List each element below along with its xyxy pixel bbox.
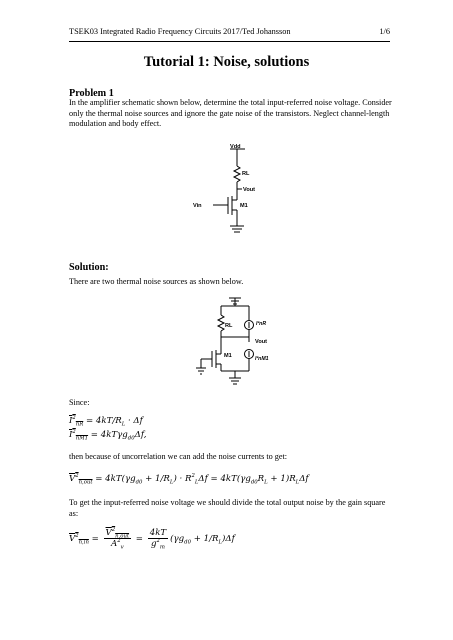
rl-label: RL	[225, 323, 233, 329]
vdd-label: Vdd	[230, 144, 241, 150]
solution-intro: There are two thermal noise sources as shown below.	[69, 277, 244, 286]
rl-label: RL	[242, 171, 250, 177]
m1-label: M1	[240, 203, 248, 209]
noise-sources-schematic	[183, 292, 293, 388]
page-number: 1/6	[379, 27, 390, 36]
equation-resistor-noise: $I^2_{nR} = 4kT/R_L \cdot \Delta f$	[69, 415, 143, 428]
since-text: Since:	[69, 398, 90, 407]
noise-source-rl-label: I²nR	[256, 321, 267, 327]
amplifier-schematic	[180, 140, 280, 250]
header-course-title: TSEK03 Integrated Radio Frequency Circuits 2017/Ted Johansson	[69, 27, 291, 36]
equation-output-noise: $V^2_{n,out} = 4kT(\gamma g_{d0} + 1/R_L) \cdot R^2_L\Delta f = 4kT(\gamma g_{d0}R_L + 1)R_L\Delta f$	[69, 473, 309, 486]
uncorrelation-text: then because of uncorrelation we can add the noise currents to get:	[69, 452, 288, 461]
page-header	[69, 27, 390, 42]
noise-source-m1-label: I²nM1	[255, 356, 269, 362]
vout-label: Vout	[243, 187, 256, 193]
equation-transistor-noise: $I^2_{nM1} = 4kT\gamma g_{d0}\Delta f$,	[69, 429, 147, 442]
referral-text: To get the input-referred noise voltage we should divide the total output noise by the gain square as:	[69, 498, 386, 518]
equation-input-referred: $V^2_{n,in}$ = $\frac{V^2_{n,out}}{A^2_v}$ = $\frac{4kT}{g^2_m}$ $(\gamma g_{d0} + 1/R_L)\Delta f$	[69, 527, 235, 551]
problem-text: In the amplifier schematic shown below, determine the total input-referred noise voltage. Consider only the thermal noise sources and ignore the gate noise of the transistors. Neglect channel-length modulation and body effect.	[69, 98, 392, 129]
document-title: Tutorial 1: Noise, solutions	[143, 54, 310, 70]
vout-label: Vout	[255, 339, 268, 345]
vin-label: Vin	[193, 203, 202, 209]
solution-heading: Solution:	[69, 262, 109, 273]
m1-label: M1	[224, 353, 232, 359]
problem-heading: Problem 1	[69, 88, 114, 99]
